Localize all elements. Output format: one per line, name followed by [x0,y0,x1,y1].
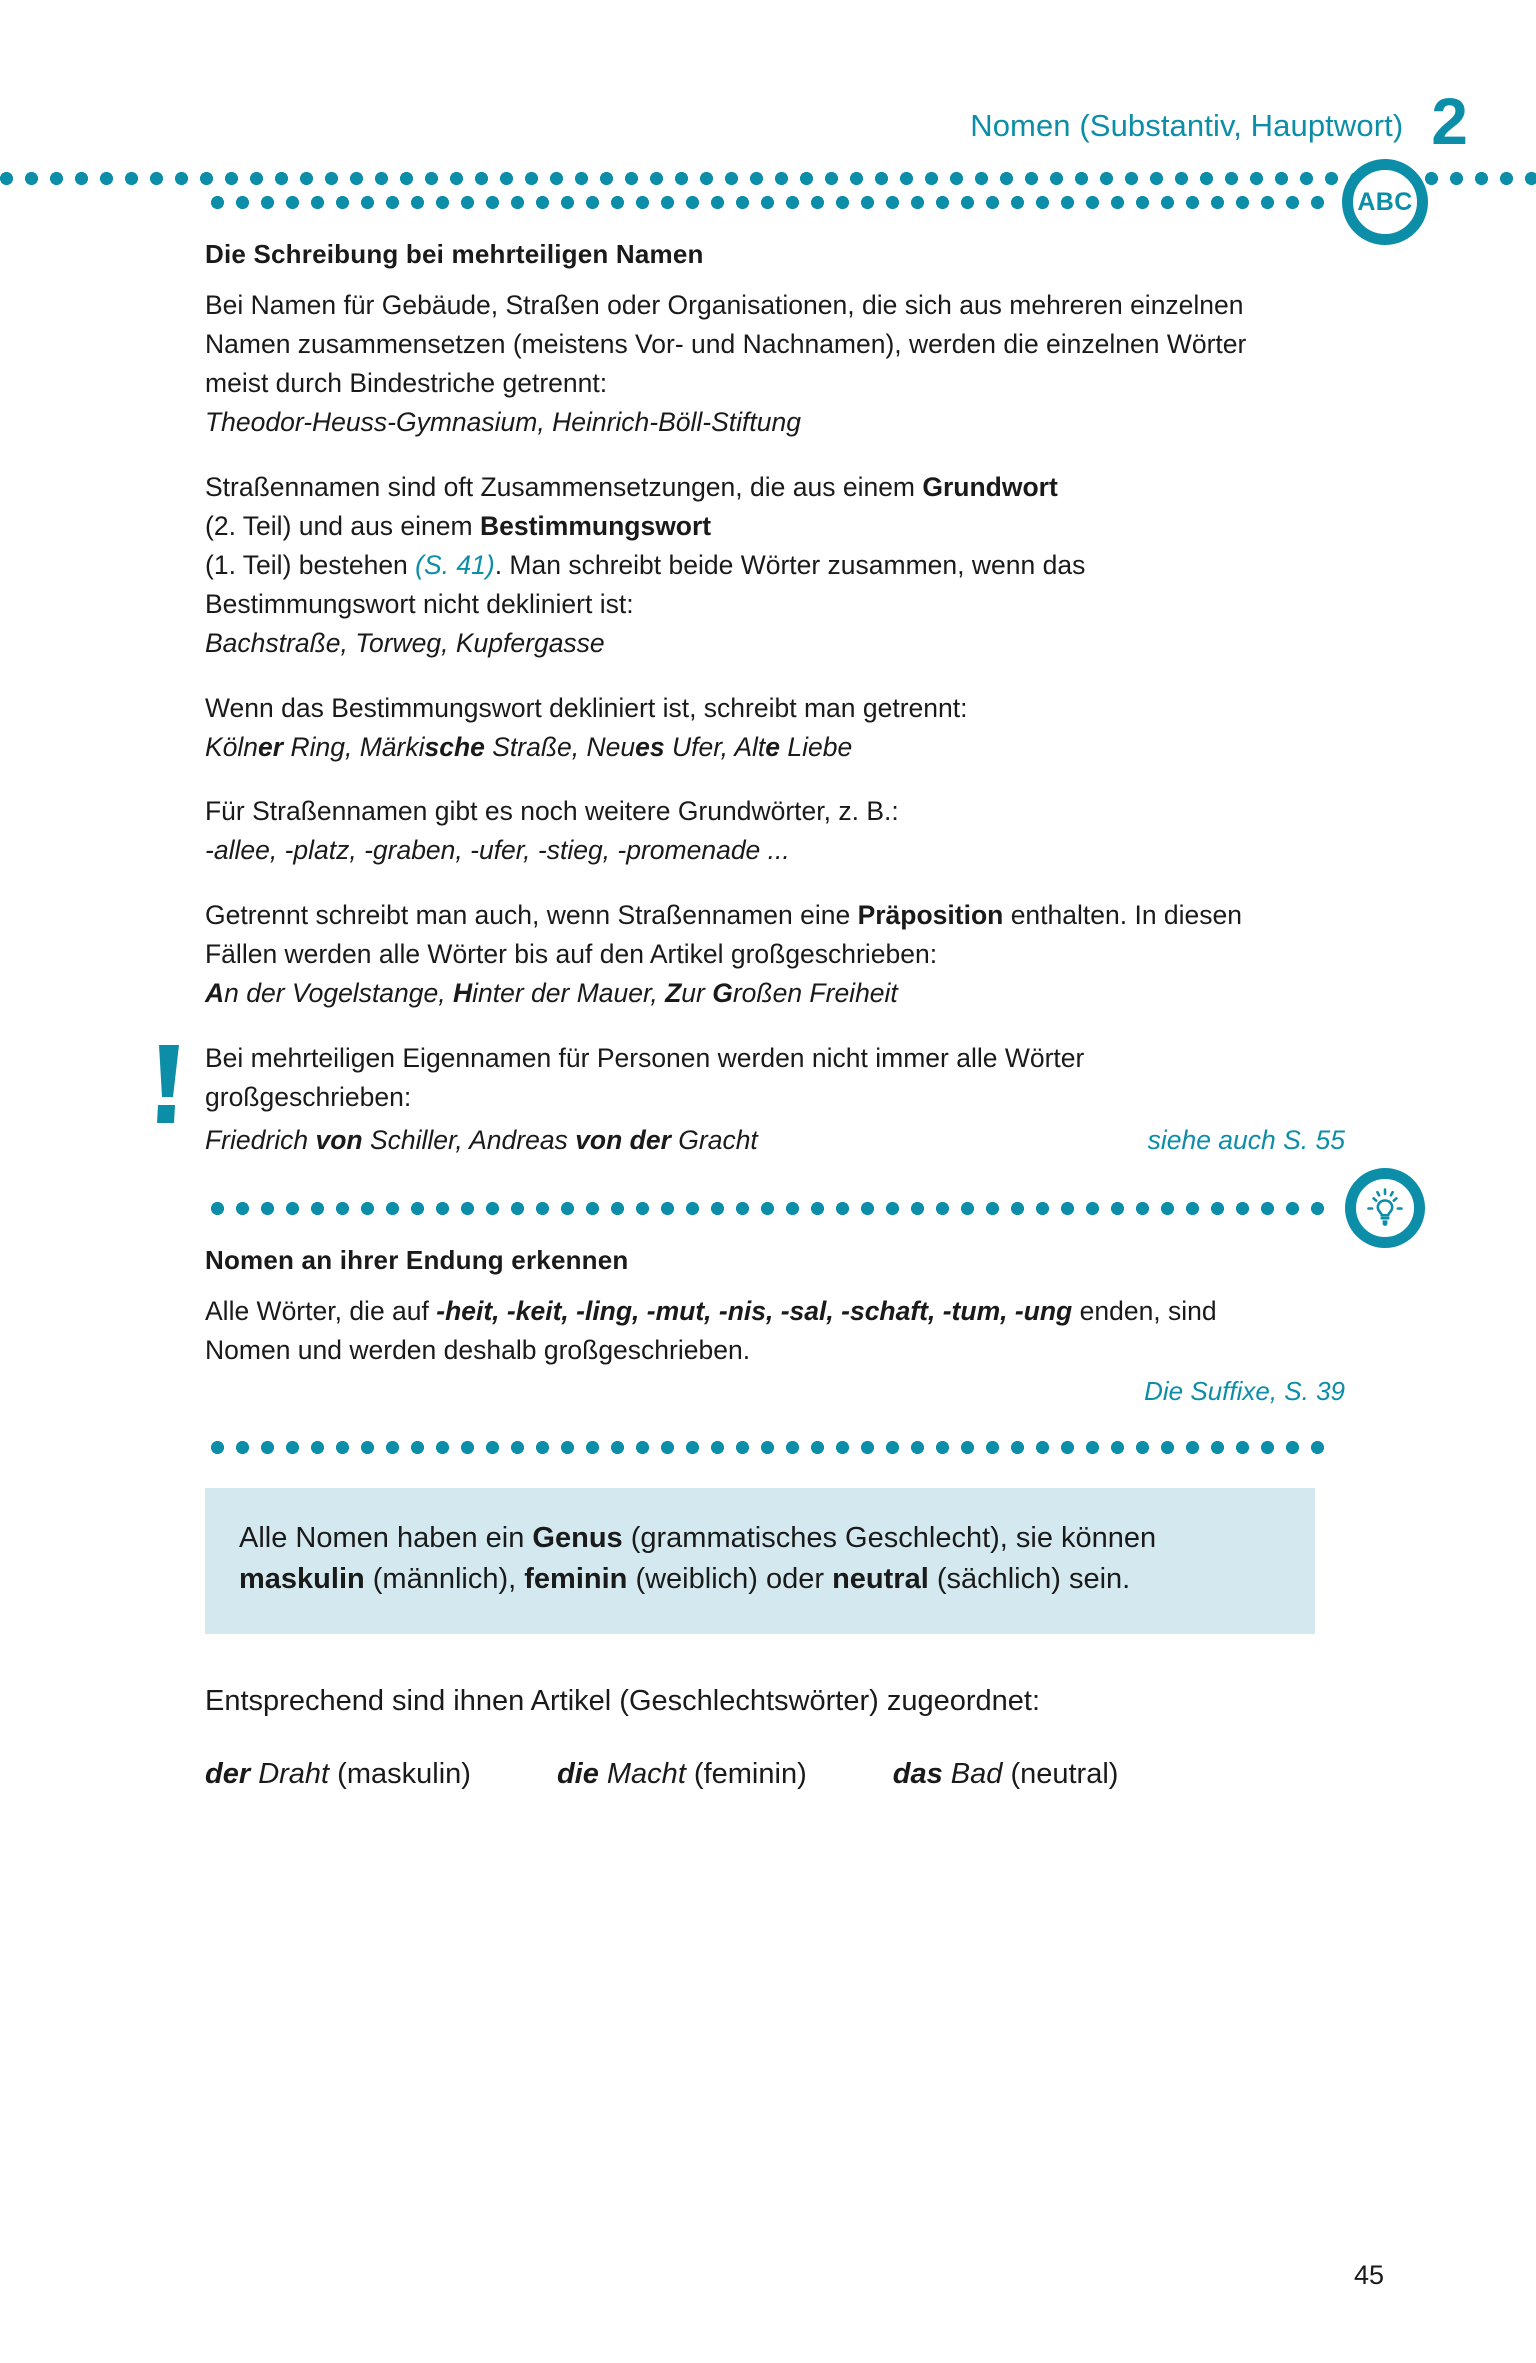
term-bestimmungswort: Bestimmungswort [479,510,712,541]
text-fragment: (2. Teil) und aus einem [205,510,480,541]
example-declined-streets: Kölner Ring, Märkische Straße, Neues Ufer, Alte Liebe [205,731,853,762]
article-word: die [556,1758,599,1791]
paragraph-declined [205,689,1295,767]
exclamation-mark-icon [153,1045,187,1123]
abc-badge-label: ABC [1357,187,1413,216]
term-genus: Genus [532,1522,623,1555]
text-fragment: Straßennamen sind oft Zusammensetzungen, die aus einem [205,471,923,502]
article-example-maskulin [205,1758,471,1791]
noun-word: Draht [250,1758,330,1791]
text-fragment: Wenn das Bestimmungswort dekliniert ist, schreibt man getrennt: [205,692,968,723]
article-example-feminin [557,1758,807,1791]
page-content [205,0,1413,1791]
term-neutral: neutral [832,1563,929,1596]
text-fragment: Alle Wörter, die auf [205,1296,437,1327]
warning-block [205,1039,1345,1160]
chapter-number: 2 [1431,84,1468,158]
text-fragment: Bei mehrteiligen Eigennamen für Personen werden nicht immer alle Wörter großgeschrieben: [205,1043,1085,1113]
warning-example-row [205,1121,1345,1160]
text-fragment: Getrennt schreibt man auch, wenn Straßennamen eine [205,900,858,931]
example-personal-names: Friedrich von Schiller, Andreas von der Gracht [205,1125,758,1156]
paragraph-more-grundwoerter [205,792,1295,870]
gender-label: (feminin) [685,1758,807,1791]
section-two-rule-wrap [205,1202,1345,1215]
paragraph-praeposition [205,896,1295,1013]
page-number: 45 [1353,2260,1384,2290]
paragraph-multipart-names [205,286,1295,442]
noun-word: Macht [598,1758,686,1791]
gender-label: (neutral) [1002,1758,1119,1791]
warning-paragraph [205,1039,1295,1117]
term-feminin: feminin [524,1563,628,1596]
paragraph-grundwort [205,468,1295,663]
lightbulb-icon [1364,1187,1406,1229]
noun-word: Bad [942,1758,1003,1791]
section-one-title: Die Schreibung bei mehrteiligen Namen [205,239,704,269]
text-fragment: (1. Teil) bestehen [205,549,416,580]
cross-reference-s41[interactable]: (S. 41) [415,549,495,580]
lightbulb-badge-icon [1345,1168,1425,1248]
term-praeposition: Präposition [857,900,1004,931]
example-compound-streets: Bachstraße, Torweg, Kupfergasse [205,627,605,658]
suffix-list: -heit, -keit, -ling, -mut, -nis, -sal, -schaft, -tum, -ung [436,1296,1073,1327]
paragraph-text: Bei Namen für Gebäude, Straßen oder Organisationen, die sich aus mehreren einzelnen Namen zusammensetzen (meistens Vor- und Nachnamen), werden die einzelnen Wörter meist durch Bindestriche getrennt: [205,290,1247,398]
section-closing-dotted-rule [205,1441,1325,1454]
text-fragment: . Man schreibt beide Wörter zusammen, wenn das Bestimmungswort nicht dekliniert ist: [205,549,1086,619]
term-grundwort: Grundwort [922,471,1058,502]
genus-highlight-box [205,1488,1315,1634]
text-fragment: Für Straßennamen gibt es noch weitere Grundwörter, z. B.: [205,796,899,827]
section-closing-rule-wrap [205,1441,1345,1454]
running-head-title: Nomen (Substantiv, Hauptwort) [970,108,1404,144]
genus-highlight-text: Alle Nomen haben ein Genus (grammatisches Geschlecht), sie können maskulin (männlich), feminin (weiblich) oder neutral (sächlich) sein. [239,1522,1157,1596]
example-suffix-list-streets: -allee, -platz, -graben, -ufer, -stieg, -promenade ... [205,835,790,866]
abc-badge-icon [1342,159,1428,245]
cross-reference-s55[interactable]: siehe auch S. 55 [1147,1125,1345,1156]
text-fragment: enden, sind Nomen und werden deshalb großgeschrieben. [205,1296,1217,1366]
closing-sentence: Entsprechend sind ihnen Artikel (Geschlechtswörter) zugeordnet: [205,1685,1040,1718]
gender-label: (maskulin) [329,1758,471,1791]
term-maskulin: maskulin [239,1563,365,1596]
article-word: der [205,1758,251,1791]
section-one-rule-wrap [205,187,1413,216]
text-fragment: enthalten. In diesen Fällen werden alle Wörter bis auf den Artikel großgeschrieben: [205,900,1243,970]
cross-reference-suffixe[interactable]: Die Suffixe, S. 39 [1144,1376,1345,1407]
section-one-dotted-rule [205,196,1325,209]
section-two-title: Nomen an ihrer Endung erkennen [205,1245,629,1276]
article-example-neutral [893,1758,1119,1791]
article-examples-row [205,1758,1345,1791]
section-two-dotted-rule [205,1202,1325,1215]
article-word: das [892,1758,943,1791]
paragraph-noun-endings [205,1292,1295,1370]
example-preposition-streets: An der Vogelstange, Hinter der Mauer, Zur Großen Freiheit [205,978,898,1009]
example-hyphenated-names: Theodor-Heuss-Gymnasium, Heinrich-Böll-Stiftung [205,406,801,437]
